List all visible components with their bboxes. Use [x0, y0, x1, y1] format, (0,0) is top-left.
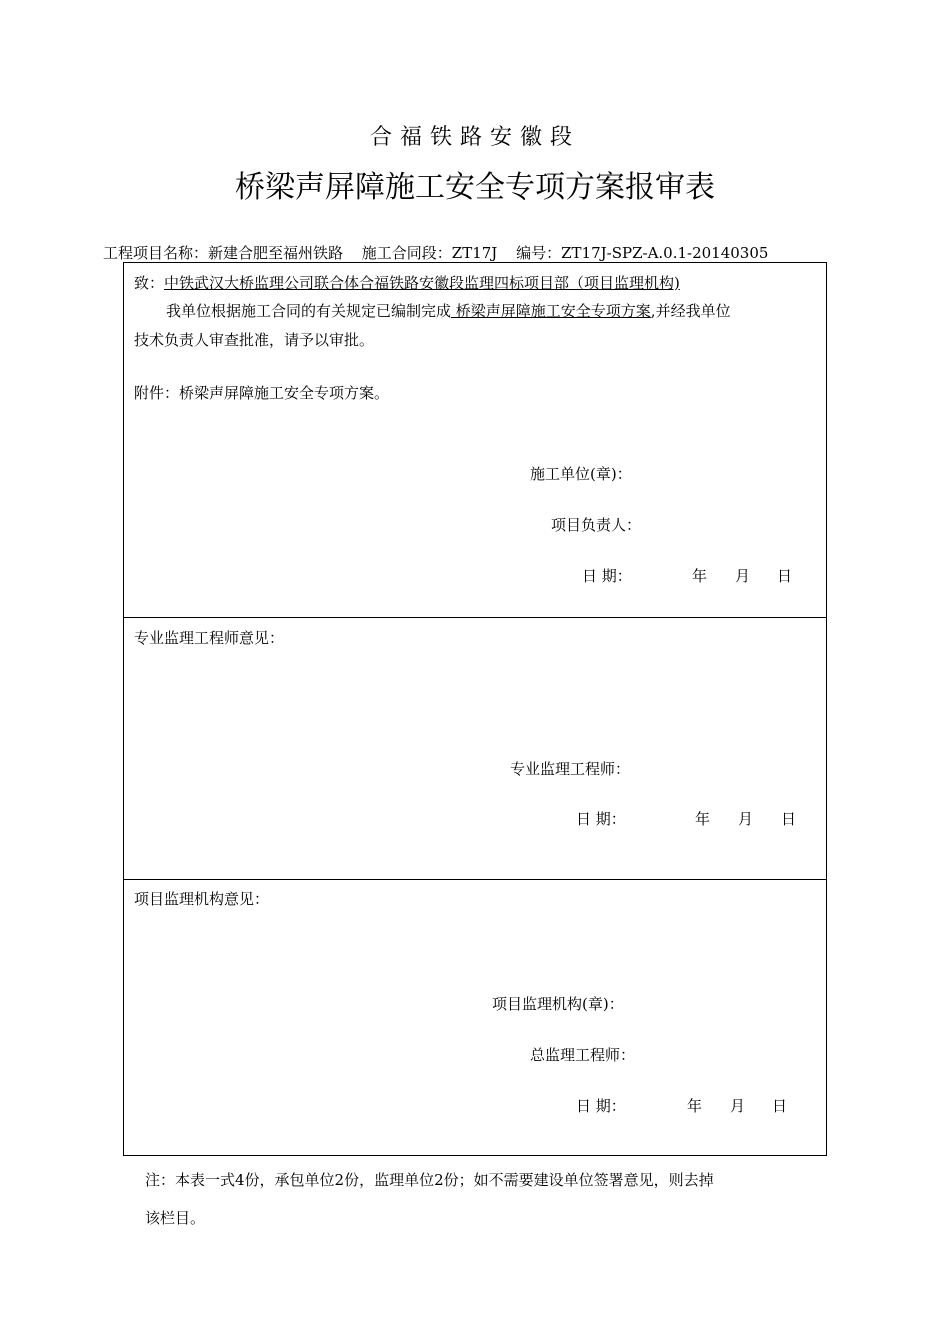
- date-label: 日 期：: [576, 1097, 626, 1115]
- project-leader-label: 项目负责人：: [551, 516, 642, 534]
- year-label: 年: [692, 567, 708, 585]
- year-label: 年: [687, 1097, 703, 1115]
- date-label: 日 期：: [576, 810, 626, 828]
- day-label: 日: [781, 810, 797, 828]
- year-label: 年: [695, 810, 711, 828]
- engineer-opinion-section: [123, 617, 827, 880]
- contract-section: 施工合同段：ZT17J: [361, 244, 498, 262]
- supervision-org: 中铁武汉大桥监理公司联合体合福铁路安徽段监理四标项目部（项目监理机构): [164, 274, 680, 292]
- note-line2: 该栏目。: [145, 1209, 206, 1227]
- addressee-line: 致：中铁武汉大桥监理公司联合体合福铁路安徽段监理四标项目部（项目监理机构): [134, 274, 680, 292]
- month-label: 月: [738, 810, 754, 828]
- chief-engineer-label: 总监理工程师：: [530, 1046, 636, 1064]
- submission-section: [123, 262, 827, 618]
- supervision-opinion-section: [123, 879, 827, 1156]
- note-line1: 注：本表一式4份，承包单位2份，监理单位2份；如不需要建设单位签署意见，则去掉: [145, 1171, 714, 1189]
- engineer-signer-label: 专业监理工程师：: [510, 760, 631, 778]
- project-name: 工程项目名称：新建合肥至福州铁路: [103, 244, 344, 262]
- submission-body-line1: 我单位根据施工合同的有关规定已编制完成 桥梁声屏障施工安全专项方案,并经我单位: [166, 302, 731, 320]
- month-label: 月: [730, 1097, 746, 1115]
- attachment-line: 附件：桥梁声屏障施工安全专项方案。: [134, 384, 390, 402]
- supervision-opinion-heading: 项目监理机构意见：: [134, 890, 270, 908]
- form-subtitle: 合福铁路安徽段: [369, 125, 580, 150]
- submission-date-row: [124, 565, 824, 585]
- document-number: 编号：ZT17J-SPZ-A.0.1-20140305: [516, 244, 769, 262]
- day-label: 日: [777, 567, 793, 585]
- month-label: 月: [735, 567, 751, 585]
- day-label: 日: [772, 1097, 788, 1115]
- project-meta-line: [103, 242, 782, 263]
- plan-name: 桥梁声屏障施工安全专项方案: [451, 302, 651, 320]
- date-label: 日 期：: [582, 567, 632, 585]
- supervision-date-row: [124, 1095, 824, 1115]
- unit-seal-label: 施工单位(章)：: [530, 465, 632, 483]
- engineer-opinion-heading: 专业监理工程师意见：: [134, 629, 285, 647]
- submission-body-line2: 技术负责人审查批准，请予以审批。: [134, 331, 375, 349]
- form-title: 桥梁声屏障施工安全专项方案报审表: [235, 170, 715, 205]
- supervision-seal-label: 项目监理机构(章)：: [492, 995, 624, 1013]
- engineer-date-row: [124, 808, 824, 828]
